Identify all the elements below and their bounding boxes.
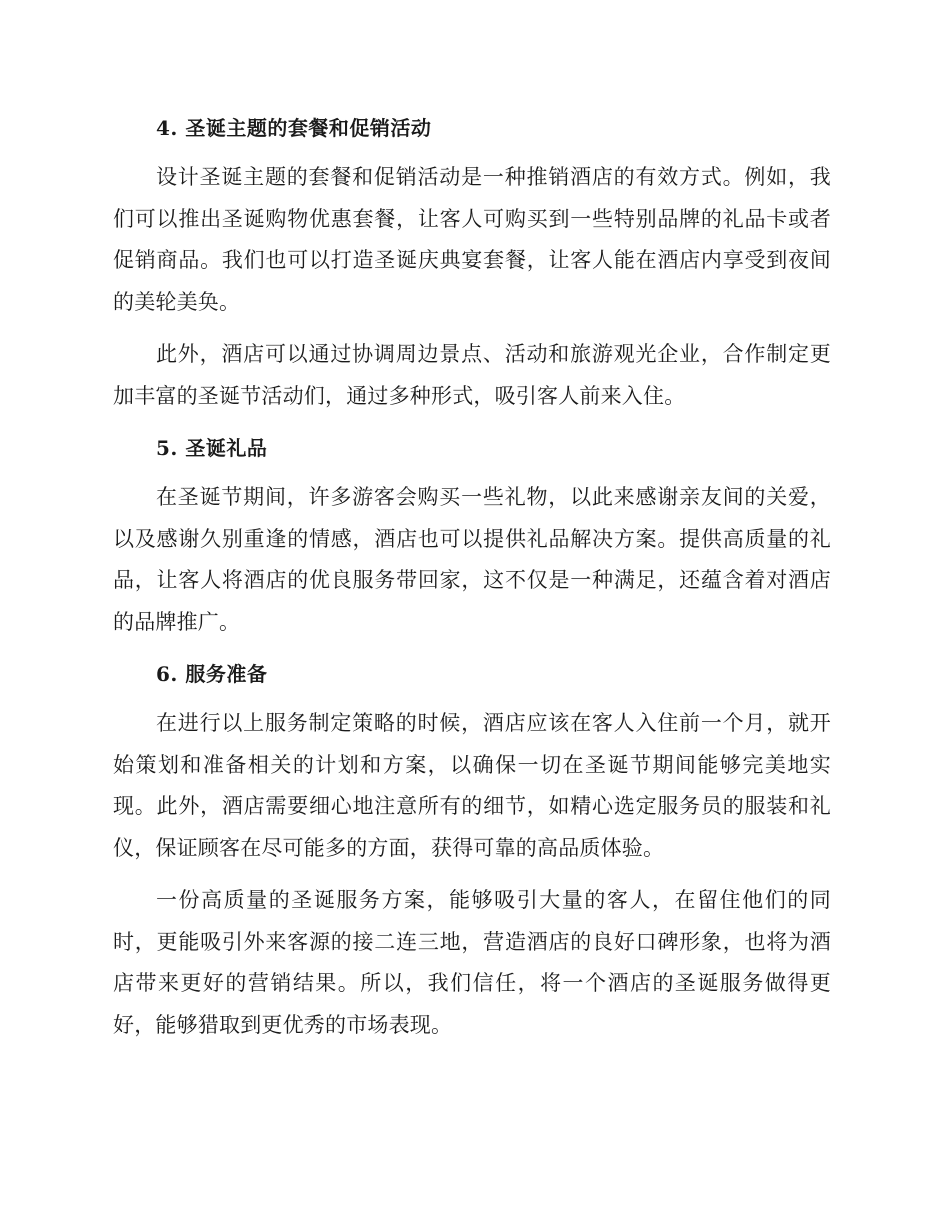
section-heading: 4. 圣诞主题的套餐和促销活动 (156, 116, 432, 140)
section-christmas-gifts (113, 428, 831, 643)
section-service-preparation (113, 654, 831, 1046)
section-heading: 5. 圣诞礼品 (156, 436, 268, 460)
section-heading: 6. 服务准备 (156, 662, 268, 686)
paragraph: 此外，酒店可以通过协调周边景点、活动和旅游观光企业，合作制定更加丰富的圣诞节活动们，通过多种形式，吸引客人前来入住。 (113, 342, 831, 408)
paragraph: 在进行以上服务制定策略的时候，酒店应该在客人入住前一个月，就开始策划和准备相关的计划和方案，以确保一切在圣诞节期间能够完美地实现。此外，酒店需要细心地注意所有的细节，如精心选定服务员的服装和礼仪，保证顾客在尽可能多的方面，获得可靠的高品质体验。 (113, 711, 831, 860)
section-christmas-packages (113, 108, 831, 417)
paragraph: 在圣诞节期间，许多游客会购买一些礼物，以此来感谢亲友间的关爱，以及感谢久别重逢的情感，酒店也可以提供礼品解决方案。提供高质量的礼品，让客人将酒店的优良服务带回家，这不仅是一种满足，还蕴含着对酒店的品牌推广。 (113, 485, 831, 634)
document-page (113, 108, 831, 1057)
paragraph: 一份高质量的圣诞服务方案，能够吸引大量的客人，在留住他们的同时，更能吸引外来客源的接二连三地，营造酒店的良好口碑形象，也将为酒店带来更好的营销结果。所以，我们信任，将一个酒店的圣诞服务做得更好，能够猎取到更优秀的市场表现。 (113, 888, 831, 1037)
paragraph: 设计圣诞主题的套餐和促销活动是一种推销酒店的有效方式。例如，我们可以推出圣诞购物优惠套餐，让客人可购买到一些特别品牌的礼品卡或者促销商品。我们也可以打造圣诞庆典宴套餐，让客人能在酒店内享受到夜间的美轮美奂。 (113, 165, 831, 314)
